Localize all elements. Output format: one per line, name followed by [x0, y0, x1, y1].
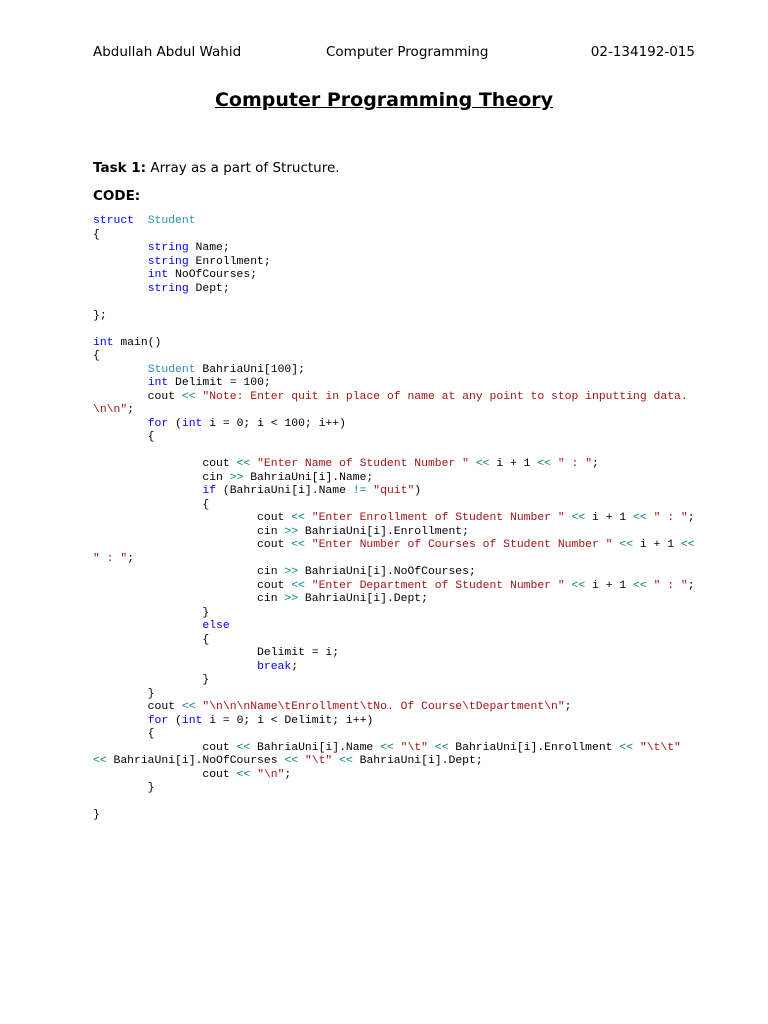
code-token: }: [93, 674, 210, 686]
code-token: <<: [291, 512, 305, 524]
code-token: cout: [93, 768, 237, 781]
code-token: struct: [93, 215, 135, 227]
code-token: NoOfCourses;: [168, 269, 258, 281]
code-token: Delimit = 100;: [168, 377, 271, 389]
code-token: <<: [181, 701, 196, 713]
code-token: cout: [93, 701, 182, 713]
task-heading: [93, 160, 340, 176]
code-token: Enrollment;: [188, 255, 271, 268]
code-token: BahriaUni[100];: [195, 363, 305, 376]
code-line: [93, 323, 708, 337]
code-token: (: [168, 714, 182, 727]
code-token: BahriaUni[i].Dept;: [298, 593, 428, 605]
code-token: int: [93, 336, 114, 349]
code-line: [93, 607, 708, 621]
code-token: <<: [619, 741, 634, 754]
task-label: Task 1:: [93, 160, 147, 176]
code-line: [93, 701, 708, 715]
code-line: [93, 580, 708, 594]
code-token: i = 0; i < Delimit; i++): [202, 714, 374, 727]
code-line: [93, 458, 708, 472]
code-token: ;: [592, 458, 599, 470]
code-token: main(): [113, 336, 162, 349]
code-line: [93, 229, 708, 243]
code-token: <<: [236, 768, 251, 781]
code-line: [93, 377, 708, 391]
code-token: {: [93, 498, 210, 511]
code-token: [93, 256, 148, 268]
code-token: i + 1: [489, 458, 538, 470]
code-token: "\n\n\nName\tEnrollment\tNo. Of Course\tDepartment\n": [202, 701, 565, 713]
code-token: !=: [352, 485, 367, 497]
code-token: [394, 742, 401, 754]
code-label: CODE:: [93, 188, 141, 204]
code-token: cout: [93, 458, 237, 470]
code-token: >>: [284, 566, 299, 578]
code-token: <<: [434, 741, 449, 754]
code-token: {: [93, 228, 100, 241]
code-token: {: [93, 633, 210, 646]
code-token: BahriaUni[i].Enrollment: [448, 741, 620, 754]
code-token: Dept;: [188, 282, 230, 295]
code-token: <<: [633, 579, 647, 592]
code-token: " : ": [557, 458, 593, 470]
code-token: string: [147, 282, 189, 295]
code-token: for: [147, 417, 169, 430]
code-token: ): [414, 485, 422, 497]
code-token: [93, 242, 148, 254]
code-token: cout: [93, 539, 292, 551]
code-token: ;: [127, 552, 135, 565]
code-token: ;: [687, 579, 695, 592]
code-token: if: [202, 485, 217, 497]
code-token: " : ": [653, 579, 688, 592]
code-token: <<: [619, 539, 634, 551]
code-line: [93, 364, 708, 378]
code-token: ;: [284, 768, 292, 781]
code-token: break: [257, 660, 292, 673]
code-line: [93, 485, 708, 499]
code-line: [93, 296, 708, 310]
code-token: >>: [284, 525, 299, 538]
code-line: [93, 242, 708, 256]
code-token: >>: [284, 593, 299, 605]
code-token: [305, 512, 312, 524]
code-token: "Enter Name of Student Number ": [257, 458, 469, 470]
code-token: " : ": [653, 512, 688, 524]
code-token: BahriaUni[i].Enrollment;: [298, 525, 469, 538]
code-token: BahriaUni[i].Name: [250, 741, 381, 754]
code-token: <<: [475, 458, 490, 470]
code-line: [93, 715, 708, 729]
code-token: i + 1: [633, 539, 681, 551]
code-line: [93, 445, 708, 459]
code-line: [93, 742, 708, 756]
code-token: Name;: [188, 242, 230, 254]
header-id: 02-134192-015: [590, 44, 695, 60]
code-token: <<: [284, 755, 299, 767]
code-token: int: [181, 417, 203, 430]
code-line: [93, 755, 708, 769]
code-token: <<: [291, 579, 305, 592]
code-token: i + 1: [585, 579, 634, 592]
code-token: [93, 269, 148, 281]
code-token: <<: [236, 741, 251, 754]
code-token: >>: [229, 471, 244, 484]
code-token: Delimit = i;: [93, 647, 340, 659]
code-token: [647, 580, 654, 592]
code-token: (BahriaUni[i].Name: [216, 485, 353, 497]
code-token: else: [202, 620, 230, 632]
code-token: {: [93, 728, 155, 740]
code-line: [93, 728, 708, 742]
code-token: (: [168, 417, 182, 430]
code-token: i = 0; i < 100; i++): [202, 417, 346, 430]
code-token: [93, 364, 148, 376]
code-token: BahriaUni[i].Dept;: [352, 755, 483, 767]
code-token: <<: [680, 539, 695, 551]
task-text: Array as a part of Structure.: [146, 160, 340, 176]
code-token: for: [147, 714, 169, 727]
code-token: [551, 458, 558, 470]
code-line: [93, 472, 708, 486]
code-token: }: [93, 782, 155, 794]
code-token: int: [147, 377, 169, 389]
code-line: [93, 796, 708, 810]
code-line: [93, 269, 708, 283]
code-token: <<: [236, 458, 251, 470]
code-token: <<: [181, 390, 196, 403]
code-token: [298, 755, 305, 767]
code-line: [93, 431, 708, 445]
code-token: [93, 377, 148, 389]
code-token: [565, 512, 572, 524]
code-token: ;: [564, 701, 572, 713]
code-token: <<: [571, 512, 586, 524]
code-token: [565, 580, 572, 592]
code-token: [134, 215, 148, 227]
code-token: "\t": [400, 741, 428, 754]
code-line: [93, 512, 708, 526]
code-token: [305, 539, 312, 551]
code-token: cout: [93, 512, 292, 524]
code-token: cin: [93, 525, 285, 538]
code-line: [93, 674, 708, 688]
code-token: BahriaUni[i].Name;: [243, 471, 374, 484]
code-token: <<: [93, 755, 107, 767]
code-token: "Enter Enrollment of Student Number ": [311, 512, 565, 524]
code-block: [93, 215, 708, 823]
code-token: {: [93, 431, 155, 443]
code-line: [93, 553, 708, 567]
code-token: [633, 742, 640, 754]
code-token: [647, 512, 654, 524]
code-token: }: [93, 687, 155, 700]
code-token: Student: [147, 363, 196, 376]
code-line: [93, 647, 708, 661]
code-token: <<: [339, 755, 353, 767]
code-line: [93, 418, 708, 432]
code-token: [93, 715, 148, 727]
code-token: [305, 580, 312, 592]
code-line: [93, 310, 708, 324]
code-token: "\n": [257, 768, 285, 781]
code-token: " : ": [93, 552, 128, 565]
code-token: cout: [93, 741, 237, 754]
document-title: Computer Programming Theory: [214, 89, 554, 111]
code-token: ;: [687, 512, 695, 524]
code-token: "quit": [373, 485, 415, 497]
code-line: [93, 620, 708, 634]
code-token: string: [147, 242, 189, 254]
code-token: Student: [147, 215, 196, 227]
code-line: [93, 688, 708, 702]
code-token: "Enter Number of Courses of Student Number ": [311, 539, 613, 551]
code-line: [93, 391, 708, 405]
code-token: BahriaUni[i].NoOfCourses: [106, 755, 285, 767]
header-author: Abdullah Abdul Wahid: [93, 44, 242, 60]
code-line: [93, 769, 708, 783]
code-token: <<: [291, 539, 305, 551]
code-line: [93, 256, 708, 270]
code-token: ;: [127, 404, 135, 416]
code-token: [469, 458, 476, 470]
code-line: [93, 634, 708, 648]
code-line: [93, 782, 708, 796]
code-line: [93, 566, 708, 580]
code-line: [93, 337, 708, 351]
code-token: "Enter Department of Student Number ": [311, 579, 565, 592]
code-token: <<: [633, 512, 647, 524]
header-course: Computer Programming: [326, 44, 489, 60]
code-token: [93, 620, 202, 632]
code-token: };: [93, 309, 107, 322]
code-line: [93, 661, 708, 675]
code-token: \n\n": [93, 404, 128, 416]
code-token: }: [93, 809, 100, 821]
code-token: string: [147, 255, 189, 268]
code-token: i + 1: [585, 512, 634, 524]
code-token: <<: [380, 741, 394, 754]
code-token: "Note: Enter quit in place of name at any point to stop inputting data.: [202, 390, 688, 403]
code-token: "\t\t": [639, 741, 681, 754]
code-token: <<: [571, 579, 586, 592]
code-line: [93, 350, 708, 364]
code-token: [93, 418, 148, 430]
code-token: [93, 283, 148, 295]
code-line: [93, 593, 708, 607]
code-line: [93, 526, 708, 540]
code-line: [93, 215, 708, 229]
code-token: BahriaUni[i].NoOfCourses;: [298, 566, 476, 578]
code-token: cout: [93, 390, 182, 403]
code-line: [93, 283, 708, 297]
code-token: ;: [291, 660, 299, 673]
code-token: "\t": [304, 755, 333, 767]
code-line: [93, 539, 708, 553]
code-token: }: [93, 606, 210, 619]
code-token: [93, 661, 257, 673]
code-line: [93, 809, 708, 823]
code-token: [428, 742, 435, 754]
code-token: {: [93, 350, 100, 362]
code-line: [93, 404, 708, 418]
code-token: int: [147, 269, 169, 281]
code-token: cin: [93, 593, 285, 605]
code-token: <<: [537, 458, 552, 470]
code-token: int: [181, 714, 203, 727]
code-token: [93, 485, 202, 497]
code-line: [93, 499, 708, 513]
code-token: cin: [93, 566, 285, 578]
code-token: cin: [93, 471, 230, 484]
code-token: cout: [93, 579, 292, 592]
